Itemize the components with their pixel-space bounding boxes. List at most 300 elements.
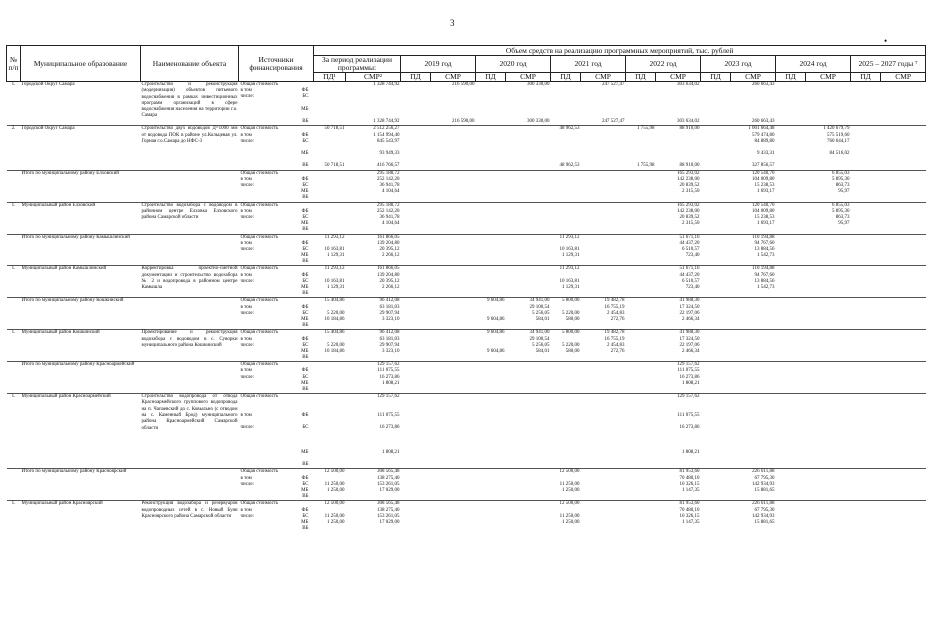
value-cell — [476, 394, 506, 469]
header-pd: ПД — [476, 73, 506, 82]
amount — [507, 387, 550, 393]
value-cell — [581, 266, 626, 298]
value-cell — [851, 126, 881, 170]
amount — [882, 119, 925, 125]
source-code: БС — [302, 94, 309, 100]
source-label: Общая стоимость — [240, 394, 279, 400]
municipality-name: Муниципальный район Кошкинский — [21, 330, 141, 362]
value-cell — [401, 501, 431, 532]
value-cell — [431, 82, 476, 126]
amount: 63 181,03 — [379, 336, 400, 342]
amount — [807, 494, 850, 500]
object-name — [141, 469, 239, 501]
amount: 1 328 744,92 — [373, 119, 400, 125]
header-smr: СМР — [881, 73, 926, 82]
amount — [777, 119, 805, 125]
amount: 20 839,52 — [679, 183, 700, 188]
source-code: БС — [302, 513, 309, 519]
source-label: в том — [240, 88, 252, 94]
amount — [477, 259, 505, 265]
amount: 142 238,00 — [677, 208, 700, 214]
amount — [732, 291, 775, 297]
amount — [432, 387, 475, 393]
header-smr: СМР — [431, 73, 476, 82]
amount — [432, 163, 475, 169]
value-cell — [881, 501, 926, 532]
value-cell — [851, 234, 881, 266]
source-label: в том — [240, 475, 252, 481]
header-smr: СМР — [731, 73, 776, 82]
amount — [582, 291, 625, 297]
value-cell — [731, 202, 776, 234]
municipality-name: Итого по муниципальному району Красноярский — [21, 469, 141, 501]
source-label: числе: — [240, 183, 255, 188]
value-cell — [581, 126, 626, 170]
amount — [507, 355, 550, 361]
amount: 15 404,86 — [324, 330, 345, 336]
funding-sources — [239, 266, 314, 298]
value-cell — [506, 202, 551, 234]
amount — [315, 494, 345, 500]
amount: 2 315,50 — [682, 221, 700, 227]
source-code: МБ — [301, 348, 309, 354]
value-cell — [581, 202, 626, 234]
amount: 129 157,62 — [677, 394, 700, 400]
value-cell — [346, 266, 401, 298]
value-cell — [506, 469, 551, 501]
value-cell — [626, 234, 656, 266]
value-cell — [851, 394, 881, 469]
value-cell — [881, 82, 926, 126]
amount — [582, 526, 625, 532]
value-cell — [581, 469, 626, 501]
object-name — [141, 234, 239, 266]
amount — [702, 323, 730, 329]
header-smr: СМР — [581, 73, 626, 82]
amount — [507, 163, 550, 169]
value-cell — [626, 202, 656, 234]
header-smr: СМР² — [346, 73, 401, 82]
source-code: БС — [302, 183, 309, 188]
amount: 34 941,00 — [529, 330, 550, 336]
row-number — [7, 362, 21, 394]
source-label: числе: — [240, 246, 255, 252]
value-cell — [851, 501, 881, 532]
amount: 67 795,30 — [754, 475, 775, 481]
amount — [477, 355, 505, 361]
value-cell — [731, 362, 776, 394]
amount — [702, 387, 730, 393]
amount — [852, 195, 880, 201]
value-cell — [506, 501, 551, 532]
source-label: в том — [240, 272, 252, 278]
amount: 4 104,64 — [382, 189, 400, 195]
source-code: БС — [302, 342, 309, 348]
source-label: числе: — [240, 94, 255, 100]
amount — [852, 323, 880, 329]
value-cell — [401, 469, 431, 501]
amount: 252 142,20 — [377, 208, 400, 214]
amount — [702, 291, 730, 297]
amount: 81 953,60 — [679, 501, 700, 507]
source-line — [241, 195, 313, 201]
value-cell — [776, 266, 806, 298]
value-cell — [776, 126, 806, 170]
source-label: числе: — [240, 374, 255, 380]
amount — [402, 227, 430, 233]
value-cell — [656, 126, 701, 170]
amount: 15 238,53 — [754, 214, 775, 220]
amount — [657, 526, 700, 532]
value-cell — [401, 394, 431, 469]
source-code: ВБ — [302, 195, 309, 201]
value-cell — [701, 202, 731, 234]
amount — [777, 195, 805, 201]
amount: 93 949,33 — [379, 151, 400, 157]
amount: 50 718,51 — [324, 163, 345, 169]
source-code: МБ — [301, 519, 309, 525]
amount: 138 275,40 — [377, 475, 400, 481]
amount: 6 510,57 — [682, 278, 700, 284]
amount — [507, 195, 550, 201]
object-name: Строительство двух водоводов Д=1000 мм от водовода ПОК в районе ул.Кольцевая ул. Горная г.о.Самара до НФС-3 — [141, 126, 239, 170]
amount: 36 941,78 — [379, 214, 400, 220]
amount: 67 795,30 — [754, 507, 775, 513]
amount: 9 604,86 — [487, 316, 505, 322]
value-cell — [581, 330, 626, 362]
amount — [315, 323, 345, 329]
source-code: МБ — [301, 221, 309, 227]
amount: 84 516,02 — [829, 151, 850, 157]
amount — [507, 291, 550, 297]
amount — [702, 494, 730, 500]
amount — [477, 195, 505, 201]
source-label: в том — [240, 304, 252, 310]
value-cell — [881, 298, 926, 330]
amount: 44 437,20 — [679, 240, 700, 246]
amount: 580,00 — [565, 316, 580, 322]
value-cell — [806, 82, 851, 126]
amount — [582, 259, 625, 265]
amount: 300 330,00 — [527, 82, 550, 87]
value-cell — [881, 469, 926, 501]
funding-sources — [239, 126, 314, 170]
value-cell — [701, 266, 731, 298]
amount: 327 856,57 — [752, 163, 775, 169]
value-cell — [701, 330, 731, 362]
source-label: Общая стоимость — [240, 469, 279, 475]
amount: 13 884,56 — [754, 246, 775, 252]
amount — [582, 494, 625, 500]
amount: 20 395,12 — [379, 278, 400, 284]
amount: 1 542,73 — [757, 285, 775, 290]
amount: 5 895,30 — [832, 208, 850, 214]
amount: 50 718,51 — [324, 126, 345, 132]
value-cell — [806, 170, 851, 202]
value-cell — [314, 82, 346, 126]
amount: 12 500,00 — [324, 469, 345, 475]
amount: 1 129,31 — [327, 285, 345, 290]
source-label: числе: — [240, 481, 255, 487]
amount: 1 755,98 — [637, 163, 655, 169]
amount: 2 454,83 — [607, 310, 625, 316]
value-cell — [881, 266, 926, 298]
value-cell — [626, 170, 656, 202]
source-code: БС — [302, 214, 309, 220]
amount: 138 275,40 — [377, 507, 400, 513]
amount: 165 293,02 — [677, 202, 700, 208]
amount: 5 220,00 — [562, 310, 580, 316]
value-cell — [346, 126, 401, 170]
amount — [582, 387, 625, 393]
amount — [882, 494, 925, 500]
amount — [807, 526, 850, 532]
source-label: Общая стоимость — [240, 362, 279, 368]
amount: 6 855,03 — [832, 202, 850, 208]
header-pd: ПД — [626, 73, 656, 82]
amount: 1 250,00 — [562, 488, 580, 493]
source-code: ФБ — [301, 240, 309, 246]
amount: 579 474,80 — [752, 132, 775, 138]
amount — [627, 195, 655, 201]
value-cell — [401, 266, 431, 298]
value-cell — [551, 394, 581, 469]
amount — [807, 259, 850, 265]
amount — [702, 355, 730, 361]
source-label: числе: — [240, 513, 255, 519]
amount: 15 881,65 — [754, 488, 775, 493]
amount — [777, 259, 805, 265]
amount: 1 147,35 — [682, 488, 700, 493]
header-pd: ПД¹ — [314, 73, 346, 82]
amount — [852, 526, 880, 532]
value-cell — [656, 82, 701, 126]
source-line — [241, 323, 313, 329]
header-year: 2025 – 2027 годы ⁷ — [851, 56, 926, 73]
source-label: числе: — [240, 214, 255, 220]
amount — [882, 526, 925, 532]
header-pd: ПД — [776, 73, 806, 82]
value-cell — [431, 126, 476, 170]
value-cell — [506, 126, 551, 170]
row-number: 1. — [7, 202, 21, 234]
amount — [882, 355, 925, 361]
amount — [477, 291, 505, 297]
amount: 303 634,02 — [677, 82, 700, 87]
amount — [852, 387, 880, 393]
value-cell — [506, 234, 551, 266]
value-cell — [476, 362, 506, 394]
value-cell — [581, 82, 626, 126]
amount: 34 941,00 — [529, 298, 550, 304]
value-cell — [551, 298, 581, 330]
source-code: ВБ — [302, 323, 309, 329]
amount: 9 604,86 — [487, 330, 505, 336]
amount — [702, 227, 730, 233]
value-cell — [776, 82, 806, 126]
amount: 1 154 994,40 — [373, 132, 400, 138]
amount: 5 220,00 — [327, 310, 345, 316]
source-code: ФБ — [301, 132, 309, 138]
value-cell — [551, 501, 581, 532]
value-cell — [581, 394, 626, 469]
amount: 19 482,78 — [604, 330, 625, 336]
municipality-name: Муниципальный район Красноярский — [21, 501, 141, 532]
amount: 308 565,48 — [377, 469, 400, 475]
source-code: БС — [302, 246, 309, 252]
amount: 723,40 — [685, 285, 700, 290]
source-code: МБ — [301, 488, 309, 493]
value-cell — [551, 202, 581, 234]
source-label: в том — [240, 176, 252, 182]
amount: 1 001 664,48 — [748, 126, 775, 132]
row-number: 1. — [7, 501, 21, 532]
amount — [582, 355, 625, 361]
amount — [732, 387, 775, 393]
amount: 41 988,30 — [679, 298, 700, 304]
value-cell — [731, 469, 776, 501]
amount — [552, 387, 580, 393]
value-cell — [806, 394, 851, 469]
amount — [477, 526, 505, 532]
amount: 11 250,00 — [559, 481, 580, 487]
value-cell — [851, 362, 881, 394]
source-label: Общая стоимость — [240, 126, 279, 132]
value-cell — [731, 330, 776, 362]
source-code: БС — [302, 278, 309, 284]
amount — [852, 355, 880, 361]
amount: 29 907,94 — [379, 310, 400, 316]
value-cell — [881, 170, 926, 202]
value-cell — [476, 501, 506, 532]
value-cell — [656, 298, 701, 330]
value-cell — [551, 82, 581, 126]
amount: 95,97 — [838, 189, 850, 195]
amount: 5 220,00 — [327, 342, 345, 348]
amount — [552, 291, 580, 297]
amount — [432, 291, 475, 297]
value-cell — [656, 330, 701, 362]
source-label: Общая стоимость — [240, 234, 279, 240]
value-cell — [656, 170, 701, 202]
amount: 272,76 — [610, 348, 625, 354]
row-number: 2. — [7, 126, 21, 170]
table-body — [7, 82, 926, 533]
value-cell — [701, 362, 731, 394]
value-cell — [851, 298, 881, 330]
amount: 22 197,06 — [679, 342, 700, 348]
amount: 1 250,00 — [562, 519, 580, 525]
value-cell — [401, 298, 431, 330]
amount — [882, 387, 925, 393]
amount — [882, 163, 925, 169]
value-cell — [701, 298, 731, 330]
row-number — [7, 234, 21, 266]
amount — [657, 355, 700, 361]
amount: 260 663,43 — [752, 82, 775, 87]
value-cell — [731, 298, 776, 330]
value-cell — [551, 469, 581, 501]
municipality-name: Итого по муниципальному району Кошкинский — [21, 298, 141, 330]
amount — [702, 526, 730, 532]
amount: 16 273,86 — [379, 425, 400, 431]
amount: 94 767,60 — [754, 272, 775, 278]
funding-sources — [239, 330, 314, 362]
amount: 863,73 — [835, 214, 850, 220]
amount: 81 953,60 — [679, 469, 700, 475]
amount: 1 420 679,79 — [823, 126, 850, 132]
corner-mark: • — [884, 36, 888, 46]
amount — [657, 259, 700, 265]
row-number: 1. — [7, 394, 21, 469]
source-label: числе: — [240, 310, 255, 316]
amount — [402, 462, 430, 468]
value-cell — [401, 202, 431, 234]
source-label: числе: — [240, 425, 255, 431]
amount — [777, 387, 805, 393]
amount — [807, 195, 850, 201]
amount: 1 129,31 — [327, 253, 345, 259]
header-year: 2022 год — [626, 56, 701, 73]
amount — [552, 526, 580, 532]
value-cell — [506, 394, 551, 469]
amount: 300 330,00 — [527, 119, 550, 125]
row-number: 1. — [7, 82, 21, 126]
object-name — [141, 170, 239, 202]
amount — [477, 119, 505, 125]
amount: 11 250,00 — [324, 513, 345, 519]
amount: 1 693,17 — [757, 221, 775, 227]
value-cell — [626, 266, 656, 298]
amount: 165 293,02 — [677, 170, 700, 176]
amount — [807, 355, 850, 361]
municipality-name: Городской Округ Самара — [21, 82, 141, 126]
amount: 142 934,93 — [752, 481, 775, 487]
source-code: ВБ — [302, 227, 309, 233]
value-cell — [701, 469, 731, 501]
amount: 15 881,65 — [754, 519, 775, 525]
amount — [347, 227, 400, 233]
amount: 153 261,05 — [377, 513, 400, 519]
value-cell — [551, 126, 581, 170]
object-name: Проектирование и реконструкция водозабора с водоводом в с. Суворки муниципального района Кошкинский — [141, 330, 239, 362]
amount — [552, 119, 580, 125]
amount: 9 604,86 — [487, 298, 505, 304]
source-code: МБ — [301, 106, 309, 112]
source-code: МБ — [301, 151, 309, 157]
amount — [852, 494, 880, 500]
amount: 10 163,81 — [559, 278, 580, 284]
amount — [777, 526, 805, 532]
amount — [315, 291, 345, 297]
amount — [777, 291, 805, 297]
funding-sources — [239, 394, 314, 469]
value-cell — [626, 330, 656, 362]
value-cell — [701, 170, 731, 202]
amount — [777, 494, 805, 500]
amount — [507, 323, 550, 329]
amount — [807, 462, 850, 468]
amount — [347, 494, 400, 500]
amount: 88 910,00 — [679, 163, 700, 169]
municipality-name: Муниципальный район Елховский — [21, 202, 141, 234]
amount: 2 466,34 — [682, 316, 700, 322]
amount — [882, 227, 925, 233]
amount: 16 755,19 — [604, 304, 625, 310]
amount — [402, 494, 430, 500]
amount: 51 671,16 — [679, 266, 700, 272]
source-label: Общая стоимость — [240, 298, 279, 304]
